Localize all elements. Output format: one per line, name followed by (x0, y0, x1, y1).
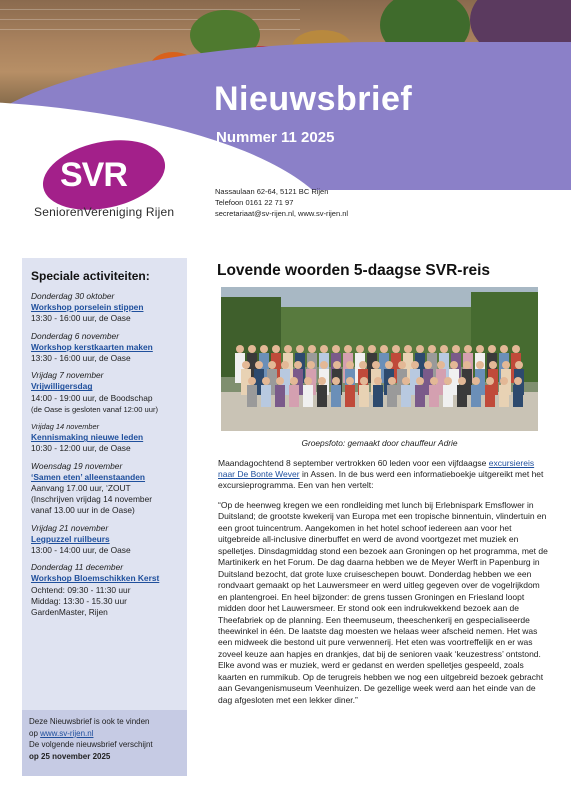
events-list (31, 291, 187, 624)
event-name-link[interactable]: Workshop porselein stippen (31, 302, 144, 313)
phone-line: Telefoon 0161 22 71 97 (215, 198, 294, 207)
event-detail: Ochtend: 09:30 - 11:30 uur (31, 584, 131, 595)
event-detail: 13:30 - 16:00 uur, de Oase (31, 353, 131, 364)
article-intro: Maandagochtend 8 september vertrokken 60 leden voor een vijfdaagse excursiereis naar De Bonte Wever in Assen. In de bus werd een informatieboekje uitgereikt met het excursieprogramma. Een van hen vertelt: (218, 458, 544, 491)
event-date: Donderdag 11 december (31, 562, 124, 573)
event-date: Vrijdag 7 november (31, 370, 104, 381)
event-item (31, 291, 187, 325)
article-title: Lovende woorden 5-daagse SVR-reis (217, 262, 491, 279)
event-detail: Middag: 13:30 - 15.30 uur (31, 595, 127, 606)
newsletter-title: Nieuwsbrief (214, 80, 413, 118)
logo-mark: SVR (60, 156, 127, 194)
event-name-link[interactable]: Vrijwilligersdag (31, 381, 93, 392)
event-item (31, 421, 187, 455)
event-date: Donderdag 6 november (31, 330, 119, 341)
event-name-link[interactable]: Workshop kerstkaarten maken (31, 341, 153, 352)
event-date: Vrijdag 21 november (31, 522, 109, 533)
event-date: Vrijdag 14 november (31, 422, 100, 432)
photo-caption: Groepsfoto: gemaakt door chauffeur Adrie (301, 438, 458, 448)
event-detail: Aanvang 17.00 uur, ‘ZOUT (31, 483, 131, 494)
sidebar-footer: Deze Nieuwsbrief is ook te vinden op www.sv-rijen.nl De volgende nieuwsbrief verschijnt op 25 november 2025 (22, 710, 187, 776)
event-item (31, 523, 187, 557)
event-date: Donderdag 30 oktober (31, 291, 115, 301)
event-detail: 14:00 - 19:00 uur, de Boodschap (31, 392, 153, 403)
event-detail: 13:30 - 16:00 uur, de Oase (31, 313, 131, 324)
website-link[interactable]: www.sv-rijen.nl (40, 728, 94, 738)
issue-number: Nummer 11 2025 (216, 129, 335, 146)
logo-subtitle: SeniorenVereniging Rijen (34, 205, 175, 219)
event-detail: 13:00 - 14:00 uur, de Oase (31, 545, 131, 556)
event-item (31, 562, 187, 618)
event-date: Woensdag 19 november (31, 460, 123, 471)
article-body: “Op de heenweg kregen we een rondleiding met lunch bij Erlebnispark Emsflower in Duitsland; de grootste kwekerij van Europa met een tropische binnentuin, vlindertuin en een groot tuincentrum. Aangekomen in het hotel schoof iedereen aan voor het uitgebreide all-inclusive dinerbuffet en werd de avond voortgezet met muziek en spelletjes. Dinsdagmiddag stond een bezoek aan Groningen op het programma, met de Martinikerk en het Forum. De dag daarna hebben we de Meyer Werft in Papenburg in Duitsland bezocht, dat grote luxe cruiseschepen bouwt. Donderdag hebben we een rondvaart gemaakt op het Lauwersmeer en werd uitleg gegeven over de vogelrijkdom en plantengroei. En heel bijzonder: de grens tussen Groningen en Friesland loopt midden door het Lauwersmeer. Er stond ook een indrukwekkend bezoek aan de Theefabriek op de planning. Een theemuseum, theeschenkerij en gespecialiseerde theewinkel in één. De laatste dag moesten we helaas weer afscheid nemen. Het was een midweek die bestond uit pure verwennerij. Het eten was voortreffelijk en er was zoveel keuze aan hapjes en drankjes, dat bij de senioren vaak ‘keuzestress’ ontstond. Elke avond was er muziek, werd er gedanst en werden spelletjes gespeeld, zoals kaarten en rummikub. Op de terugreis hebben we nog een uitgebreid bezoek gebracht aan Gevangenismuseum Veenhuizen. De gezellige week werd aan het einde van de dag afgesloten met een lekker diner.” (218, 500, 548, 705)
event-name-link[interactable]: Legpuzzel ruilbeurs (31, 533, 110, 544)
email-web-line: secretariaat@sv-rijen.nl, www.sv-rijen.nl (215, 209, 349, 218)
group-photo (221, 287, 538, 431)
activities-sidebar (22, 258, 187, 776)
event-detail: vanaf 13.00 uur in de Oase) (31, 505, 135, 516)
event-item (31, 370, 187, 415)
event-detail: (de Oase is gesloten vanaf 12:00 uur) (31, 404, 159, 414)
event-name-link[interactable]: Kennismaking nieuwe leden (31, 432, 144, 443)
event-detail: 10:30 - 12:00 uur, de Oase (31, 443, 131, 454)
event-item (31, 331, 187, 365)
contact-address (215, 186, 348, 219)
event-item (31, 461, 187, 517)
excursion-link[interactable]: excursiereis naar De Bonte Wever (218, 458, 535, 480)
event-detail: (Inschrijven vrijdag 14 november (31, 494, 153, 505)
address-line: Nassaulaan 62-64, 5121 BC Rijen (215, 187, 329, 196)
event-detail: GardenMaster, Rijen (31, 607, 108, 618)
event-name-link[interactable]: Workshop Bloemschikken Kerst (31, 573, 160, 584)
event-name-link[interactable]: ‘Samen eten’ alleenstaanden (31, 471, 146, 482)
sidebar-title: Speciale activiteiten: (31, 269, 150, 283)
